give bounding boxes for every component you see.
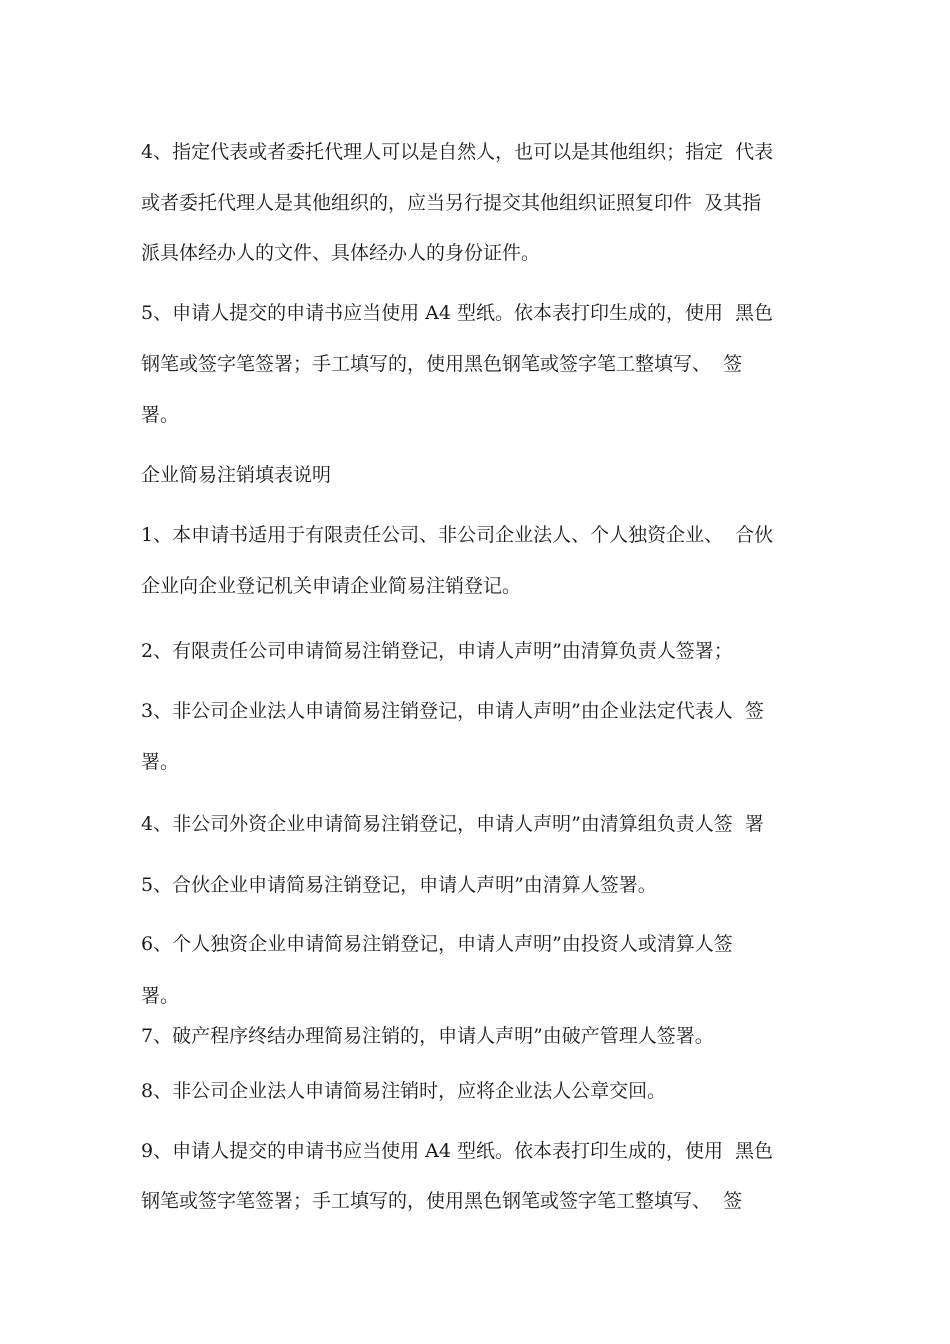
item-7-line-1: 7、破产程序终结办理简易注销的，申请人声明”由破产管理人签署。 xyxy=(141,1025,714,1047)
item-9-line-1: 9、申请人提交的申请书应当使用 A4 型纸。依本表打印生成的，使用 黑色 xyxy=(141,1140,774,1162)
item-2-line-1: 2、有限责任公司申请简易注销登记，申请人声明”由清算负责人签署； xyxy=(141,640,733,662)
item-6-line-1: 6、个人独资企业申请简易注销登记，申请人声明”由投资人或清算人签 xyxy=(141,933,733,955)
item-9-line-2: 钢笔或签字笔签署；手工填写的，使用黑色钢笔或签字笔工整填写、 签 xyxy=(141,1190,743,1212)
item-4-line-1: 4、非公司外资企业申请简易注销登记，申请人声明”由清算组负责人签 署 xyxy=(141,813,764,835)
paragraph-5-line-1: 5、申请人提交的申请书应当使用 A4 型纸。依本表打印生成的，使用 黑色 xyxy=(141,302,774,324)
item-3-line-1: 3、非公司企业法人申请简易注销登记，申请人声明”由企业法定代表人 签 xyxy=(141,700,764,722)
paragraph-4-line-2: 或者委托代理人是其他组织的，应当另行提交其他组织证照复印件 及其指 xyxy=(141,192,762,214)
item-1-line-1: 1、本申请书适用于有限责任公司、非公司企业法人、个人独资企业、 合伙 xyxy=(141,524,774,546)
paragraph-5-line-2: 钢笔或签字笔签署；手工填写的，使用黑色钢笔或签字笔工整填写、 签 xyxy=(141,353,743,375)
paragraph-5-line-3: 署。 xyxy=(141,404,180,426)
item-6-line-2: 署。 xyxy=(141,985,180,1007)
item-8-line-1: 8、非公司企业法人申请简易注销时，应将企业法人公章交回。 xyxy=(141,1080,667,1102)
item-3-line-2: 署。 xyxy=(141,751,180,773)
paragraph-4-line-1: 4、指定代表或者委托代理人可以是自然人，也可以是其他组织；指定 代表 xyxy=(141,141,774,163)
section-heading: 企业简易注销填表说明 xyxy=(141,464,332,486)
item-5-line-1: 5、合伙企业申请简易注销登记，申请人声明”由清算人签署。 xyxy=(141,874,657,896)
paragraph-4-line-3: 派具体经办人的文件、具体经办人的身份证件。 xyxy=(141,242,541,264)
item-1-line-2: 企业向企业登记机关申请企业简易注销登记。 xyxy=(141,575,522,597)
